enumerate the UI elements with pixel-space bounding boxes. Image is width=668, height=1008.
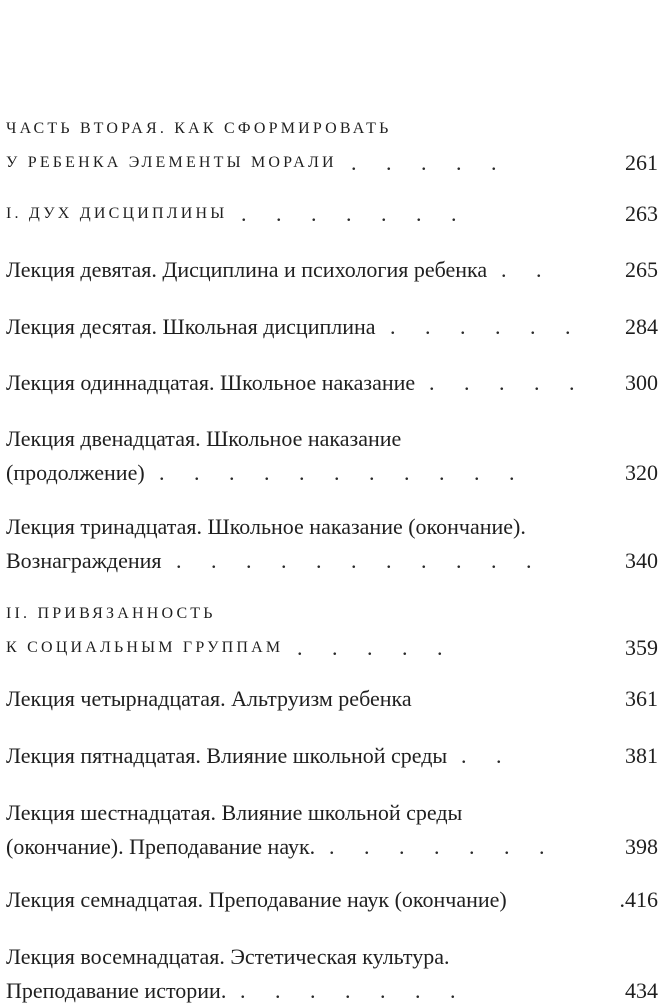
toc-entry-attachment-groups — [6, 597, 658, 665]
toc-page-number: 261 — [625, 150, 658, 175]
toc-entry-lecture-15 — [6, 739, 658, 773]
toc-entry-title-line: ЧАСТЬ ВТОРАЯ. КАК СФОРМИРОВАТЬ — [6, 120, 392, 137]
toc-entry-discipline-spirit — [6, 197, 658, 231]
dot-leader: . . . . . . . . . . . — [159, 460, 527, 485]
toc-entry-lecture-13 — [6, 510, 658, 578]
toc-entry-lecture-10 — [6, 310, 658, 344]
toc-entry-title-line: Лекция пятнадцатая. Влияние школьной среды — [6, 743, 448, 768]
toc-entry-lecture-16 — [6, 796, 658, 864]
dot-leader: . . . . . . . . . . . — [176, 548, 544, 573]
toc-entry-title-line: (продолжение) — [6, 460, 145, 485]
toc-page-number: 320 — [625, 460, 658, 485]
toc-entry-lecture-12 — [6, 422, 658, 490]
toc-entry-title-line: Лекция двенадцатая. Школьное наказание — [6, 426, 402, 451]
toc-entry-title-line: Лекция шестнадцатая. Влияние школьной среды — [6, 800, 463, 825]
toc-entry-title-line: Вознаграждения — [6, 548, 162, 573]
toc-page-number: 340 — [625, 548, 658, 573]
toc-entry-title-line: Лекция одиннадцатая. Школьное наказание — [6, 370, 416, 395]
dot-leader: . . . . . — [297, 635, 455, 660]
toc-entry-title-line: Лекция четырнадцатая. Альтруизм ребенка — [6, 686, 412, 711]
toc-entry-lecture-11 — [6, 366, 658, 400]
dot-leader: . . . . . . — [390, 314, 583, 339]
toc-entry-title-line: Преподавание истории. — [6, 978, 227, 1003]
dot-leader: . . — [461, 743, 514, 768]
toc-entry-title-line: II. ПРИВЯЗАННОСТЬ — [6, 605, 216, 622]
toc-page-number: 398 — [625, 834, 658, 859]
toc-entry-title-line: I. ДУХ ДИСЦИПЛИНЫ — [6, 205, 228, 222]
toc-entry-lecture-17 — [6, 883, 658, 917]
toc-entry-lecture-14 — [6, 682, 658, 716]
toc-page-number: 284 — [625, 314, 658, 339]
dot-leader: . . . . . . . — [329, 834, 557, 859]
toc-entry-title-line: Лекция восемнадцатая. Эстетическая культура. — [6, 944, 450, 969]
toc-page-number: 359 — [625, 635, 658, 660]
dot-leader: . . — [501, 257, 554, 282]
dot-leader: . . . . . . . — [240, 978, 468, 1003]
toc-page-number: .416 — [619, 887, 658, 912]
toc-entry-title-line: У РЕБЕНКА ЭЛЕМЕНТЫ МОРАЛИ — [6, 154, 337, 171]
toc-entry-title-line: Лекция девятая. Дисциплина и психология ребенка — [6, 257, 488, 282]
dot-leader: . . . . . — [351, 150, 509, 175]
toc-entry-title-line: Лекция семнадцатая. Преподавание наук (окончание) — [6, 887, 507, 912]
toc-entry-part-two — [6, 112, 658, 180]
toc-page-number: 381 — [625, 743, 658, 768]
toc-page-number: 265 — [625, 257, 658, 282]
toc-entry-title-line: (окончание). Преподавание наук. — [6, 834, 316, 859]
toc-page-number: 361 — [625, 686, 658, 711]
toc-page-number: 300 — [625, 370, 658, 395]
toc-entry-lecture-9 — [6, 253, 658, 287]
toc-entry-lecture-18 — [6, 940, 658, 1008]
toc-entry-title-line: К СОЦИАЛЬНЫМ ГРУППАМ — [6, 639, 284, 656]
toc-entry-title-line: Лекция тринадцатая. Школьное наказание (окончание). — [6, 514, 526, 539]
dot-leader: . . . . . . . — [241, 201, 469, 226]
dot-leader: . . . . . — [429, 370, 587, 395]
toc-page-number: 263 — [625, 201, 658, 226]
toc-entry-title-line: Лекция десятая. Школьная дисциплина — [6, 314, 376, 339]
toc-page-number: 434 — [625, 978, 658, 1003]
